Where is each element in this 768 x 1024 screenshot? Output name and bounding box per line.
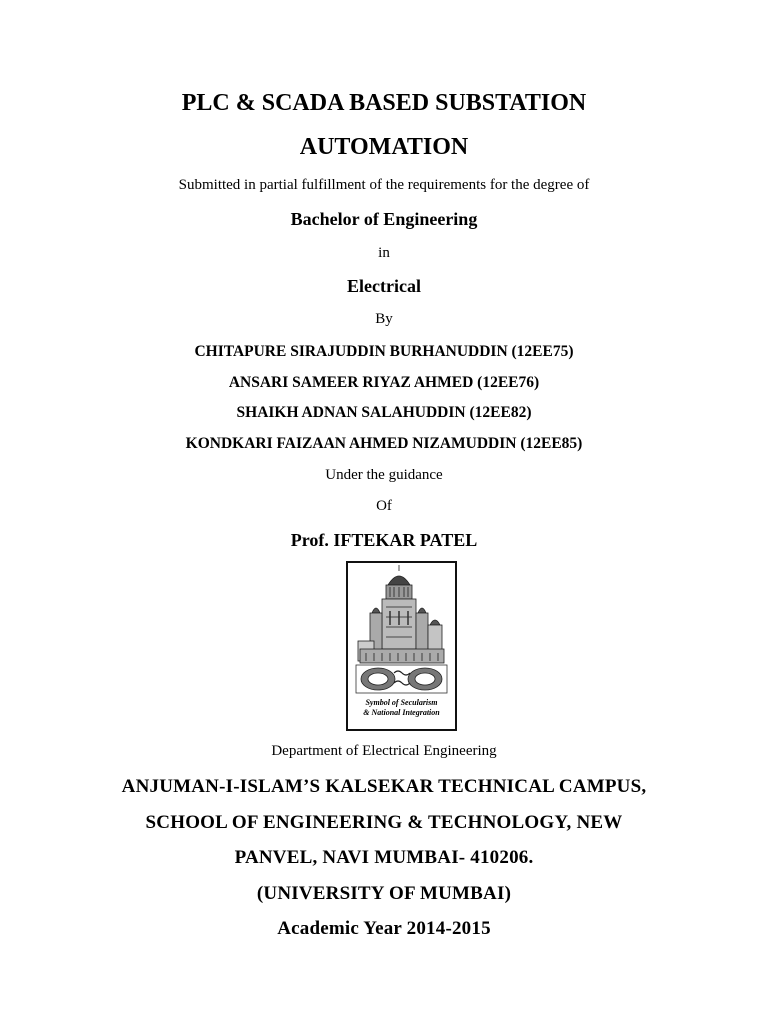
author-3: SHAIKH ADNAN SALAHUDDIN (12EE82) — [236, 404, 532, 421]
author-4: KONDKARI FAIZAAN AHMED NIZAMUDDIN (12EE85) — [185, 435, 583, 452]
department-name: Department of Electrical Engineering — [271, 743, 497, 759]
submission-statement: Submitted in partial fulfillment of the requirements for the degree of — [178, 177, 590, 193]
emblem-caption-line-2: & National Integration — [363, 708, 440, 717]
branch-name: Electrical — [347, 276, 421, 296]
institute-emblem — [346, 561, 457, 731]
institution-line-3: PANVEL, NAVI MUMBAI- 410206. — [234, 847, 534, 868]
guide-name: Prof. IFTEKAR PATEL — [290, 530, 478, 550]
guidance-text: Under the guidance — [325, 467, 443, 483]
institution-line-2: SCHOOL OF ENGINEERING & TECHNOLOGY, NEW — [145, 812, 623, 833]
thesis-title-line-1: PLC & SCADA BASED SUBSTATION — [181, 90, 587, 116]
by-text: By — [375, 311, 393, 327]
in-text: in — [378, 245, 390, 261]
academic-year: Academic Year 2014-2015 — [277, 918, 491, 939]
institution-line-1: ANJUMAN-I-ISLAM’S KALSEKAR TECHNICAL CAMPUS, — [121, 776, 647, 797]
thesis-title-line-2: AUTOMATION — [299, 134, 469, 160]
author-2: ANSARI SAMEER RIYAZ AHMED (12EE76) — [228, 374, 540, 391]
author-1: CHITAPURE SIRAJUDDIN BURHANUDDIN (12EE75) — [194, 343, 574, 360]
emblem-caption-line-1: Symbol of Secularism — [365, 698, 438, 707]
of-text: Of — [376, 498, 392, 514]
university-name: (UNIVERSITY OF MUMBAI) — [256, 883, 512, 904]
degree-name: Bachelor of Engineering — [290, 209, 478, 229]
